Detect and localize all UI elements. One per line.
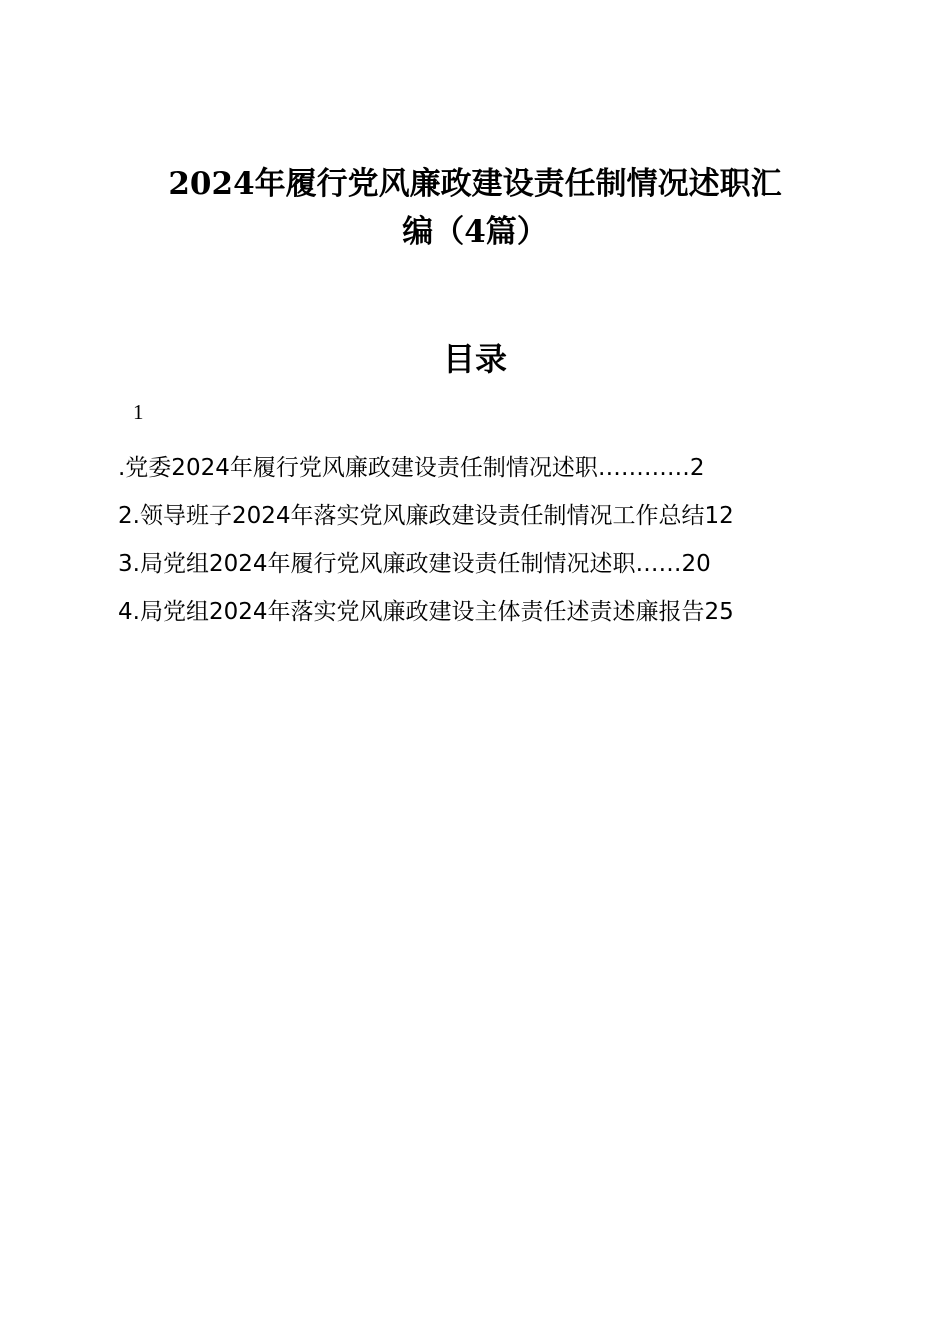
table-of-contents	[118, 444, 838, 636]
toc-first-entry-number: 1	[133, 400, 144, 424]
document-title-line-1: 2024年履行党风廉政建设责任制情况述职汇	[168, 166, 782, 202]
toc-entry[interactable]: 3.局党组2024年履行党风廉政建设责任制情况述职……20	[118, 551, 711, 577]
toc-entry[interactable]: 2.领导班子2024年落实党风廉政建设责任制情况工作总结12	[118, 503, 734, 529]
document-title	[110, 160, 840, 256]
toc-entry[interactable]: .党委2024年履行党风廉政建设责任制情况述职…………2	[118, 455, 705, 481]
toc-heading: 目录	[442, 340, 507, 378]
document-title-line-2: 编（4篇）	[402, 214, 548, 250]
toc-entry[interactable]: 4.局党组2024年落实党风廉政建设主体责任述责述廉报告25	[118, 599, 734, 625]
